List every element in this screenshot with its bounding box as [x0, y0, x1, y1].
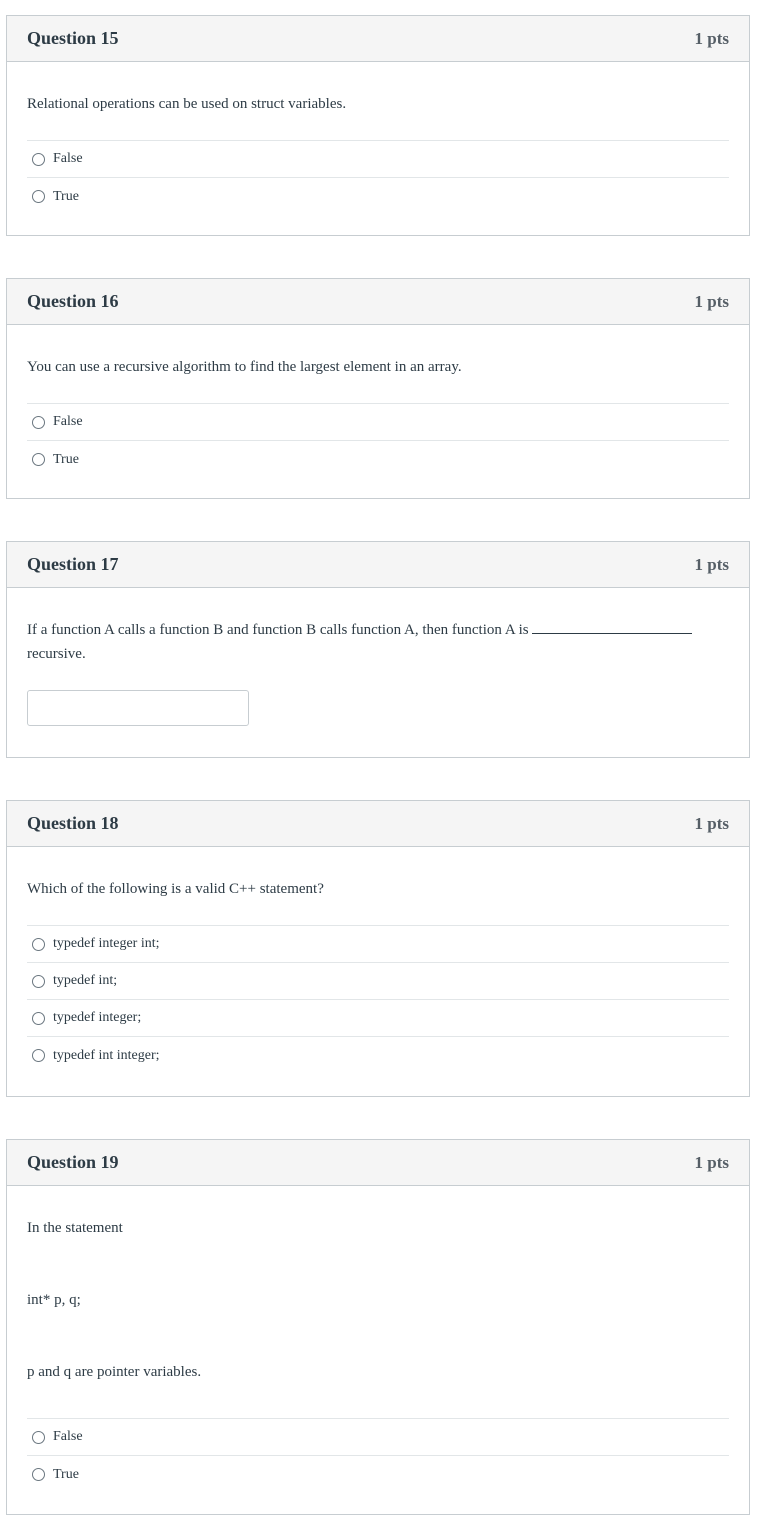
- answer-label: typedef int;: [53, 973, 118, 988]
- answer-list: [27, 403, 729, 478]
- question-text: [27, 588, 729, 666]
- answer-list: [27, 140, 729, 215]
- question-17: [6, 541, 750, 758]
- radio-button[interactable]: [32, 153, 45, 166]
- question-title: Question 17: [27, 554, 119, 574]
- answer-false[interactable]: [27, 404, 729, 441]
- radio-button[interactable]: [32, 1431, 45, 1444]
- question-points: 1 pts: [694, 28, 729, 48]
- radio-button[interactable]: [32, 975, 45, 988]
- answer-option-2[interactable]: [27, 963, 729, 1000]
- radio-button[interactable]: [32, 1012, 45, 1025]
- question-header: [7, 801, 749, 847]
- answer-label: False: [53, 1429, 83, 1444]
- answer-option-1[interactable]: [27, 926, 729, 963]
- question-title: Question 19: [27, 1152, 119, 1172]
- question-text-before-blank: If a function A calls a function B and function B calls function A, then function A is: [27, 622, 529, 638]
- question-points: 1 pts: [694, 554, 729, 574]
- question-text-line-3: p and q are pointer variables.: [27, 1364, 202, 1380]
- answer-option-3[interactable]: [27, 1000, 729, 1037]
- fill-in-blank-line: [532, 619, 692, 634]
- question-text-after-blank: recursive.: [27, 646, 86, 662]
- question-points: 1 pts: [694, 291, 729, 311]
- answer-text-input[interactable]: [27, 690, 249, 726]
- answer-label: False: [53, 151, 83, 166]
- radio-button[interactable]: [32, 453, 45, 466]
- radio-button[interactable]: [32, 1049, 45, 1062]
- answer-true[interactable]: [27, 1456, 729, 1493]
- question-19: [6, 1139, 750, 1515]
- question-title: Question 16: [27, 291, 119, 311]
- answer-false[interactable]: [27, 1419, 729, 1456]
- answer-label: True: [53, 1466, 79, 1482]
- radio-button[interactable]: [32, 1468, 45, 1481]
- answer-label: typedef int integer;: [53, 1047, 160, 1063]
- answer-label: typedef integer;: [53, 1010, 142, 1025]
- question-points: 1 pts: [694, 1152, 729, 1172]
- question-15: [6, 15, 750, 236]
- question-text: You can use a recursive algorithm to find the largest element in an array.: [27, 359, 462, 375]
- answer-option-4[interactable]: [27, 1037, 729, 1074]
- radio-button[interactable]: [32, 190, 45, 203]
- question-16: [6, 278, 750, 499]
- answer-label: False: [53, 414, 83, 429]
- question-title: Question 18: [27, 813, 119, 833]
- question-text: Relational operations can be used on struct variables.: [27, 96, 347, 112]
- question-header: [7, 542, 749, 588]
- question-header: [7, 16, 749, 62]
- question-18: [6, 800, 750, 1097]
- question-title: Question 15: [27, 28, 119, 48]
- answer-label: True: [53, 188, 79, 204]
- answer-label: True: [53, 451, 79, 467]
- answer-true[interactable]: [27, 178, 729, 215]
- answer-list: [27, 925, 729, 1074]
- answer-false[interactable]: [27, 141, 729, 178]
- question-text-line-1: In the statement: [27, 1220, 123, 1236]
- question-header: [7, 279, 749, 325]
- question-points: 1 pts: [694, 813, 729, 833]
- radio-button[interactable]: [32, 938, 45, 951]
- question-text: Which of the following is a valid C++ statement?: [27, 881, 324, 897]
- question-header: [7, 1140, 749, 1186]
- answer-true[interactable]: [27, 441, 729, 478]
- answer-label: typedef integer int;: [53, 936, 160, 951]
- question-code-line: int* p, q;: [27, 1292, 81, 1308]
- answer-list: [27, 1418, 729, 1493]
- radio-button[interactable]: [32, 416, 45, 429]
